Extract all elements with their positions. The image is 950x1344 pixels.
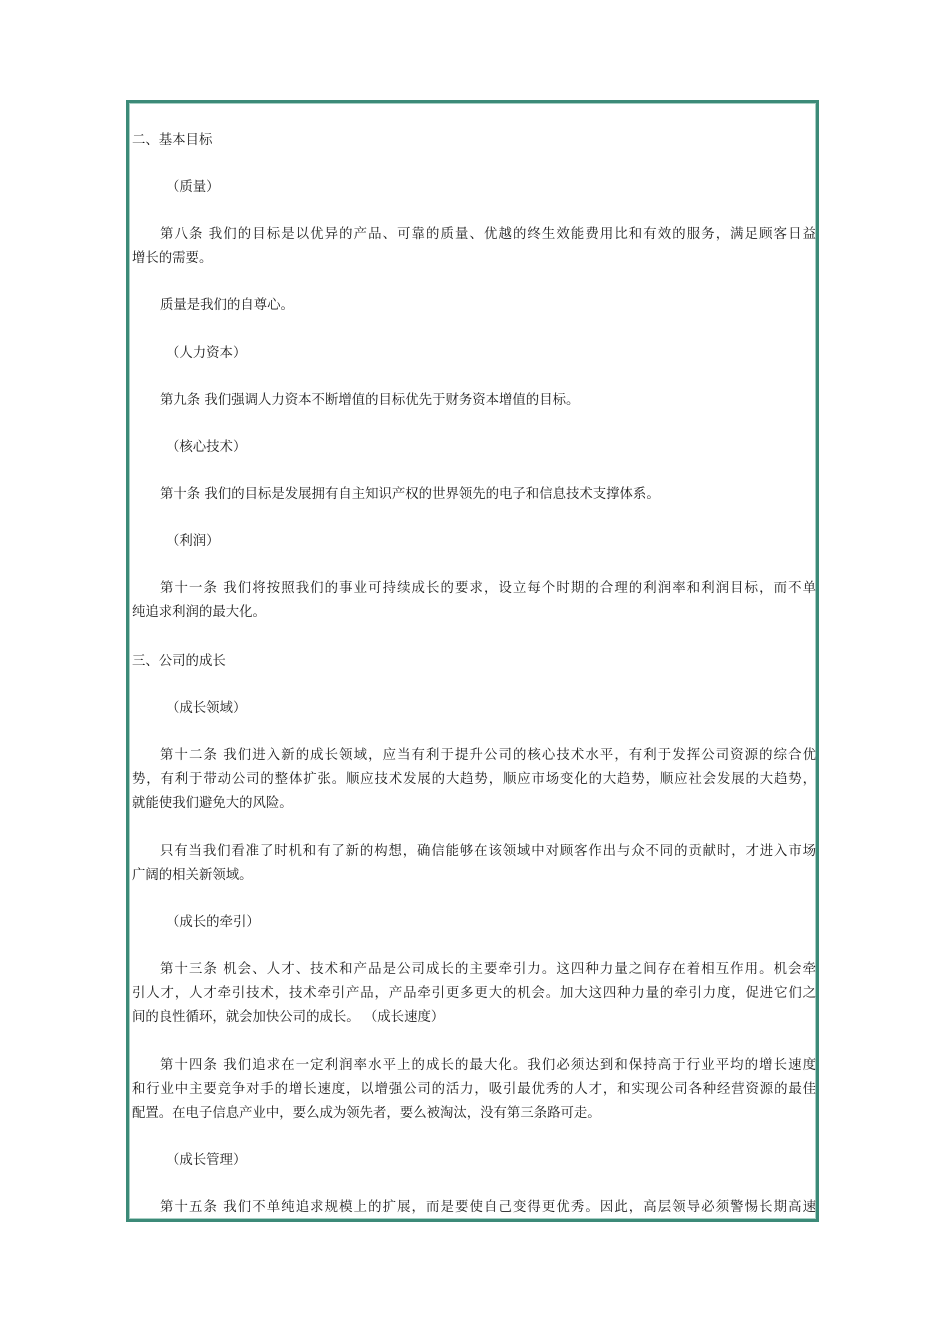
subheading-quality: （质量）	[166, 180, 220, 195]
article-13-line-1: 第十三条 机会、人才、技术和产品是公司成长的主要牵引力。这四种力量之间存在着相互作用。机会牵	[160, 962, 816, 977]
article-9: 第九条 我们强调人力资本不断增值的目标优先于财务资本增值的目标。	[160, 393, 580, 408]
article-10: 第十条 我们的目标是发展拥有自主知识产权的世界领先的电子和信息技术支撑体系。	[160, 487, 660, 502]
new-areas-paragraph-line-2: 广阔的相关新领域。	[132, 868, 253, 883]
new-areas-paragraph-line-1: 只有当我们看准了时机和有了新的构想，确信能够在该领域中对顾客作出与众不同的贡献时，才进入市场	[160, 844, 816, 859]
article-11-line-2: 纯追求利润的最大化。	[132, 605, 266, 620]
article-12-line-1: 第十二条 我们进入新的成长领域，应当有利于提升公司的核心技术水平，有利于发挥公司资源的综合优	[160, 748, 816, 763]
section-heading-basic-goals: 二、基本目标	[132, 133, 213, 148]
subheading-core-technology: （核心技术）	[166, 440, 247, 455]
article-13-line-2: 引人才，人才牵引技术，技术牵引产品，产品牵引更多更大的机会。加大这四种力量的牵引力度，促进它们之	[132, 986, 816, 1001]
article-14-line-3: 配置。在电子信息产业中，要么成为领先者，要么被淘汰，没有第三条路可走。	[132, 1106, 601, 1121]
article-8-line-1: 第八条 我们的目标是以优异的产品、可靠的质量、优越的终生效能费用比和有效的服务，满足顾客日益	[160, 227, 816, 242]
article-15-line-1: 第十五条 我们不单纯追求规模上的扩展，而是要使自己变得更优秀。因此，高层领导必须警惕长期高速	[160, 1200, 816, 1215]
article-12-line-3: 就能使我们避免大的风险。	[132, 796, 293, 811]
section-heading-company-growth: 三、公司的成长	[132, 654, 226, 669]
article-14-line-1: 第十四条 我们追求在一定利润率水平上的成长的最大化。我们必须达到和保持高于行业平均的增长速度	[160, 1058, 816, 1073]
article-11-line-1: 第十一条 我们将按照我们的事业可持续成长的要求，设立每个时期的合理的利润率和利润目标，而不单	[160, 581, 816, 596]
subheading-human-capital: （人力资本）	[166, 346, 247, 361]
article-8-line-2: 增长的需要。	[132, 251, 213, 266]
article-13-line-3: 间的良性循环，就会加快公司的成长。 （成长速度）	[132, 1010, 445, 1025]
subheading-profit: （利润）	[166, 534, 220, 549]
document-frame	[126, 100, 819, 1222]
subheading-growth-areas: （成长领域）	[166, 701, 247, 716]
article-14-line-2: 和行业中主要竞争对手的增长速度，以增强公司的活力，吸引最优秀的人才，和实现公司各种经营资源的最佳	[132, 1082, 816, 1097]
subheading-growth-management: （成长管理）	[166, 1153, 247, 1168]
subheading-growth-drivers: （成长的牵引）	[166, 915, 260, 930]
article-12-line-2: 势，有利于带动公司的整体扩张。顺应技术发展的大趋势，顺应市场变化的大趋势，顺应社会发展的大趋势，	[132, 772, 816, 787]
quality-pride-paragraph: 质量是我们的自尊心。	[160, 298, 294, 313]
